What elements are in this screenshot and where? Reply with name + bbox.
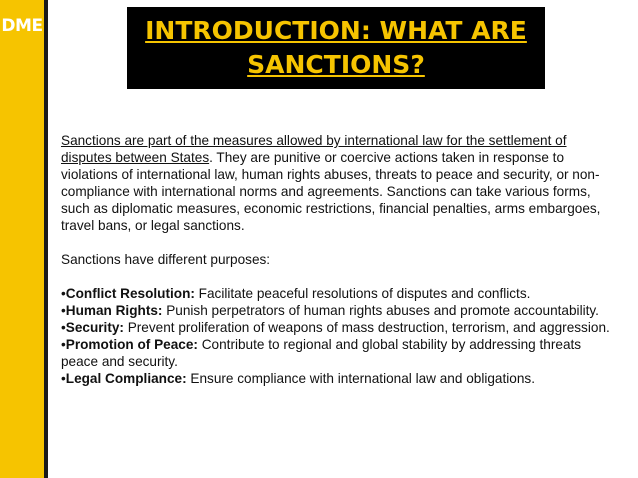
dme-logo [2,6,42,46]
bullet-item [61,285,611,302]
bullet-mark: • [61,371,66,386]
intro-rest: . They are punitive or coercive actions taken in response to violations of international law, human rights abuses, threats to peace and security, or non-compliance with international norms and agreements. Sanctions can take various forms, such as diplomatic measures, economic restrictions, financial penalties, arms embargoes, travel bans, or legal sanctions. [61,150,601,233]
bullet-mark: • [61,320,66,335]
bullet-desc: Ensure compliance with international law and obligations. [186,371,535,386]
bullet-term: Legal Compliance: [65,371,187,386]
bullet-desc: Facilitate peaceful resolutions of disputes and conflicts. [194,286,531,301]
bullet-term: Human Rights: [65,303,163,318]
title-line-2: SANCTIONS? [247,50,425,79]
bullet-mark: • [61,337,66,352]
intro-paragraph [61,132,611,234]
bullet-item [61,319,611,336]
bullet-desc: Punish perpetrators of human rights abuses and promote accountability. [162,303,599,318]
bullet-item [61,336,611,370]
bullet-item [61,302,611,319]
logo-text: DME [1,16,43,36]
slide-title [145,14,527,82]
slide-body [61,132,611,387]
bullet-term: Promotion of Peace: [65,337,198,352]
sidebar-strip [0,0,48,478]
bullet-desc: Prevent proliferation of weapons of mass destruction, terrorism, and aggression. [123,320,610,335]
bullet-mark: • [61,303,66,318]
bullet-mark: • [61,286,66,301]
bullet-term: Security: [65,320,124,335]
bullet-term: Conflict Resolution: [65,286,195,301]
bullet-item [61,370,611,387]
title-box [127,7,545,89]
title-line-1: INTRODUCTION: WHAT ARE [145,16,527,45]
intro-underlined: Sanctions are part of the measures allowed by international law for the settlement of disputes between States [61,133,567,165]
bullet-desc: Contribute to regional and global stability by addressing threats peace and security. [61,337,582,369]
purposes-intro: Sanctions have different purposes: [61,252,271,267]
